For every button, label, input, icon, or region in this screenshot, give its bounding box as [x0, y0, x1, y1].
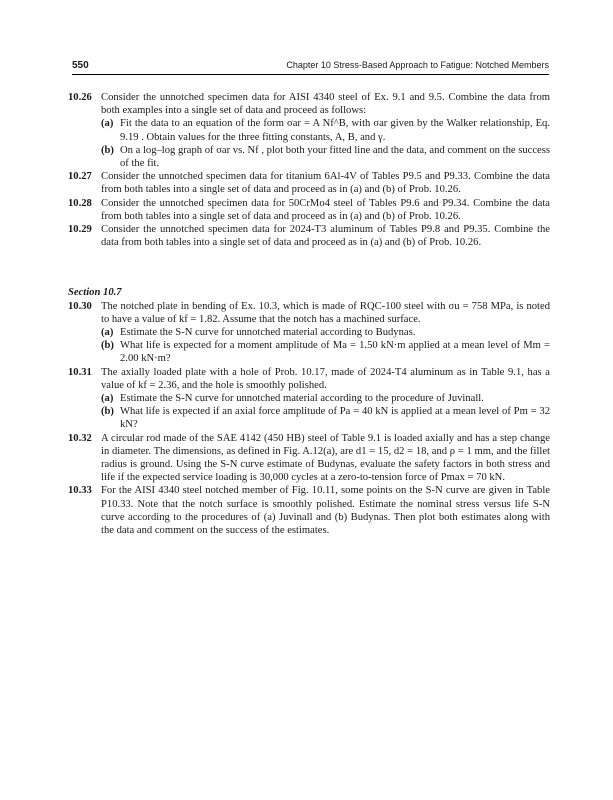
- problem-10-26: [68, 91, 550, 170]
- problem-number: 10.26: [68, 92, 92, 103]
- problem-10-28: [68, 197, 550, 223]
- problem-text: The axially loaded plate with a hole of Prob. 10.17, made of 2024-T4 aluminum as in Table 9.1, has a value of kf = 2.36, and the hole is smoothly polished.: [101, 366, 550, 391]
- part-label: (b): [101, 340, 114, 352]
- part-text: What life is expected for a moment amplitude of Ma = 1.50 kN·m applied at a mean level of Mm = 2.00 kN·m?: [120, 340, 550, 365]
- part-text: Fit the data to an equation of the form σar = A Nf^B, with σar given by the Walker relationship, Eq. 9.19 . Obtain values for the three fitting constants, A, B, and γ.: [120, 118, 550, 143]
- problem-number: 10.32: [68, 432, 92, 444]
- problem-text: For the AISI 4340 steel notched member of Fig. 10.11, some points on the S-N curve are given in Table P10.33. Note that the notch surface is smoothly polished. Estimate the nominal stress versus life S-N curve according to the procedures of (a) Juvinall and (b) Budynas. Then plot both estimates along with the data and comment on the success of the estimates.: [101, 485, 550, 537]
- part-label: (a): [101, 393, 114, 405]
- problem-part: [101, 392, 550, 405]
- part-label: (b): [101, 144, 114, 156]
- part-text: Estimate the S-N curve for unnotched material according to the procedure of Juvinall.: [120, 393, 484, 405]
- part-label: (a): [101, 327, 114, 339]
- problem-set: [68, 91, 550, 537]
- problem-part: [101, 405, 550, 431]
- problem-part: [101, 339, 550, 365]
- header-rule: [72, 74, 549, 75]
- problem-text: A circular rod made of the SAE 4142 (450 HB) steel of Table 9.1 is loaded axially and has a step change in diameter. The dimensions, as defined in Fig. A.12(a), are d1 = 15, d2 = 18, and ρ = 1 mm, and the fillet radius is ground. Using the S-N curve estimate of Budynas, evaluate the safety factors in both stress and life if the expected service loading is 30,000 cycles at a zero-to-tension force of Pmax = 70 kN.: [101, 432, 550, 484]
- problem-text: The notched plate in bending of Ex. 10.3, which is made of RQC-100 steel with σu = 758 MPa, is noted to have a value of kf = 1.82. Assume that the notch has a machined surface.: [101, 300, 550, 325]
- problem-number: 10.28: [68, 197, 92, 209]
- part-label: (a): [101, 118, 114, 130]
- problem-10-29: [68, 223, 550, 249]
- part-text: On a log–log graph of σar vs. Nf , plot both your fitted line and the data, and comment on the success of the fit.: [120, 144, 550, 170]
- problem-10-31: [68, 366, 550, 432]
- chapter-title: Chapter 10 Stress-Based Approach to Fatigue: Notched Members: [286, 60, 549, 70]
- problem-group-b: [68, 300, 550, 538]
- problem-text: Consider the unnotched specimen data for 50CrMo4 steel of Tables P9.6 and P9.34. Combine the data from both tables into a single set of data and proceed as in (a) and (b) of Prob. 10.26.: [101, 197, 550, 222]
- problem-number: 10.27: [68, 171, 92, 183]
- problem-text: Consider the unnotched specimen data for 2024-T3 aluminum of Tables P9.8 and P9.35. Combine the data from both tables into a single set of data and proceed as in (a) and (b) of Prob. 10.26.: [101, 224, 550, 249]
- part-text: What life is expected if an axial force amplitude of Pa = 40 kN is applied at a mean level of Pm = 32 kN?: [120, 406, 550, 431]
- problem-number: 10.33: [68, 485, 92, 497]
- part-label: (b): [101, 406, 114, 418]
- problem-part: [101, 117, 550, 143]
- problem-text: Consider the unnotched specimen data for titanium 6Al-4V of Tables P9.5 and P9.33. Combine the data from both tables into a single set of data and proceed as in (a) and (b) of Prob. 10.26.: [101, 171, 550, 196]
- problem-part: [101, 144, 550, 170]
- problem-number: 10.29: [68, 224, 92, 236]
- page-number: 550: [72, 60, 89, 71]
- problem-10-27: [68, 170, 550, 196]
- problem-group-a: [68, 91, 550, 249]
- section-heading: Section 10.7: [68, 287, 122, 299]
- problem-10-32: [68, 432, 550, 485]
- problem-number: 10.30: [68, 300, 92, 312]
- problem-10-30: [68, 300, 550, 366]
- part-text: Estimate the S-N curve for unnotched material according to Budynas.: [120, 327, 416, 339]
- running-header: [72, 60, 549, 74]
- problem-number: 10.31: [68, 366, 92, 378]
- problem-text: Consider the unnotched specimen data for AISI 4340 steel of Ex. 9.1 and 9.5. Combine the data from both examples into a single set of data and proceed as follows:: [101, 92, 550, 117]
- problem-10-33: [68, 484, 550, 537]
- problem-part: [101, 326, 550, 339]
